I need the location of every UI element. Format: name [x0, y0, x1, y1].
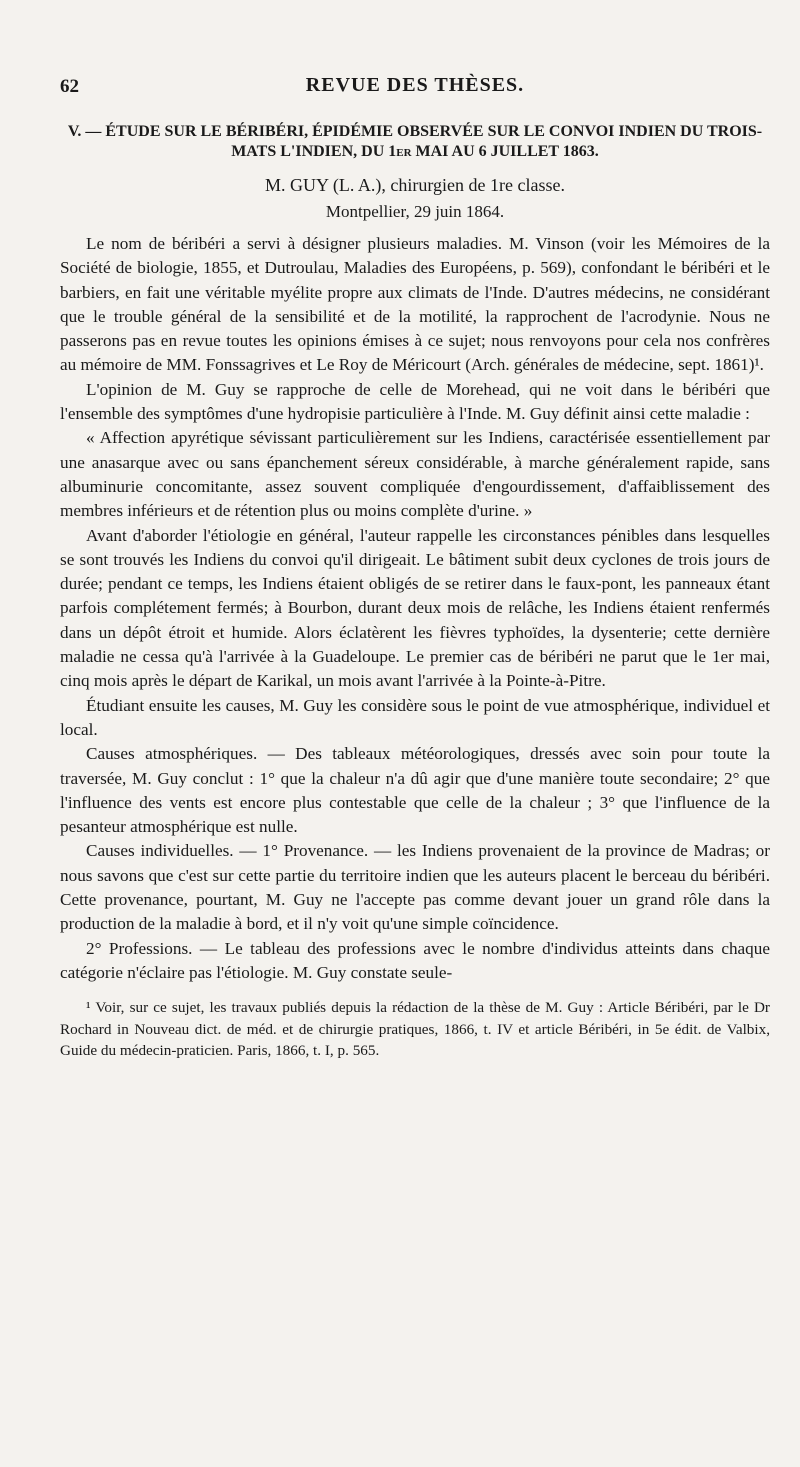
paragraph: Le nom de béribéri a servi à désigner plusieurs maladies. M. Vinson (voir les Mémoires de la Société de biologie, 1855, et Dutroulau, Maladies des Européens, p. 569), confondant le béribéri et le barbiers, en fait une véritable myélite propre aux climats de l'Inde. D'autres médecins, ne considérant que le trouble général de la sensibilité et de la motilité, la rapprochent de l'acrodynie. Nous ne passerons pas en revue toutes les opinions émises à ce sujet; nous renvoyons pour cela nos confrères au mémoire de MM. Fonssagrives et Le Roy de Méricourt (Arch. générales de médecine, sept. 1861)¹.	[60, 234, 770, 375]
paragraph: Causes atmosphériques. — Des tableaux météorologiques, dressés avec soin pour toute la traversée, M. Guy conclut : 1° que la chaleur n'a dû agir que d'une manière toute secondaire; 2° que l'influence des vents est encore plus contestable que celle de la chaleur ; 3° que l'influence de la pesanteur atmosphérique est nulle.	[60, 744, 770, 837]
journal-title: REVUE DES THÈSES.	[305, 74, 525, 96]
paragraph: 2° Professions. — Le tableau des professions avec le nombre d'individus atteints dans chaque catégorie n'éclaire pas l'étiologie. M. Guy constate seule-	[60, 938, 770, 982]
article-title: V. — ÉTUDE SUR LE BÉRIBÉRI, ÉPIDÉMIE OBSERVÉE SUR LE CONVOI INDIEN DU TROIS-MATS L'INDIEN, DU 1er MAI AU 6 JUILLET 1863.	[67, 123, 763, 160]
paragraph: L'opinion de M. Guy se rapproche de celle de Morehead, qui ne voit dans le béribéri que l'ensemble des symptômes d'une hydropisie particulière à l'Inde. M. Guy définit ainsi cette maladie :	[60, 379, 770, 424]
paragraph: Étudiant ensuite les causes, M. Guy les considère sous le point de vue atmosphérique, individuel et local.	[60, 695, 770, 739]
paragraph: Causes individuelles. — 1° Provenance. — les Indiens provenaient de la province de Madras; or nous savons que c'est sur cette partie du territoire indien que les auteurs placent le berceau du béribéri. Cette provenance, pourtant, M. Guy ne l'accepte pas comme devant jouer un grand rôle dans la production de la maladie à bord, et il n'y voit qu'une simple coïncidence.	[60, 841, 770, 934]
body-text	[60, 232, 770, 985]
running-head	[60, 70, 770, 104]
footnote-text: ¹ Voir, sur ce sujet, les travaux publiés depuis la rédaction de la thèse de M. Guy : Article Béribéri, par le Dr Rochard in Nouveau dict. de méd. et de chirurgie pratiques, 1866, t. IV et article Béribéri, in 5e édit. de Valbix, Guide du médecin-praticien. Paris, 1866, t. I, p. 565.	[60, 999, 770, 1060]
author-line: M. GUY (L. A.), chirurgien de 1re classe.	[265, 175, 565, 195]
place-date: Montpellier, 29 juin 1864.	[325, 202, 505, 221]
page-number: 62	[60, 76, 79, 97]
page	[60, 70, 770, 1062]
footnote	[60, 997, 770, 1062]
paragraph: « Affection apyrétique sévissant particulièrement sur les Indiens, caractérisée essentiellement par une anasarque avec ou sans épanchement séreux considérable, à marche généralement rapide, sans albuminurie concomitante, assez souvent compliquée d'engourdissement, d'affaiblissement des membres inférieurs et de rétention plus ou moins complète d'urine. »	[60, 428, 770, 521]
paragraph: Avant d'aborder l'étiologie en général, l'auteur rappelle les circonstances pénibles dans lesquelles se sont trouvés les Indiens du convoi qu'il dirigeait. Le bâtiment subit deux cyclones de trois jours de durée; pendant ce temps, les Indiens étaient obligés de se retirer dans le faux-pont, les panneaux étant parfois complétement fermés; à Bourbon, durant deux mois de relâche, les Indiens étaient renfermés dans un dépôt étroit et humide. Alors éclatèrent les fièvres typhoïdes, la dysenterie; cette dernière maladie ne cessa qu'à l'arrivée à la Guadeloupe. Le premier cas de béribéri ne parut que le 1er mai, cinq mois après le départ de Karikal, un mois avant l'arrivée à la Pointe-à-Pitre.	[60, 525, 770, 691]
